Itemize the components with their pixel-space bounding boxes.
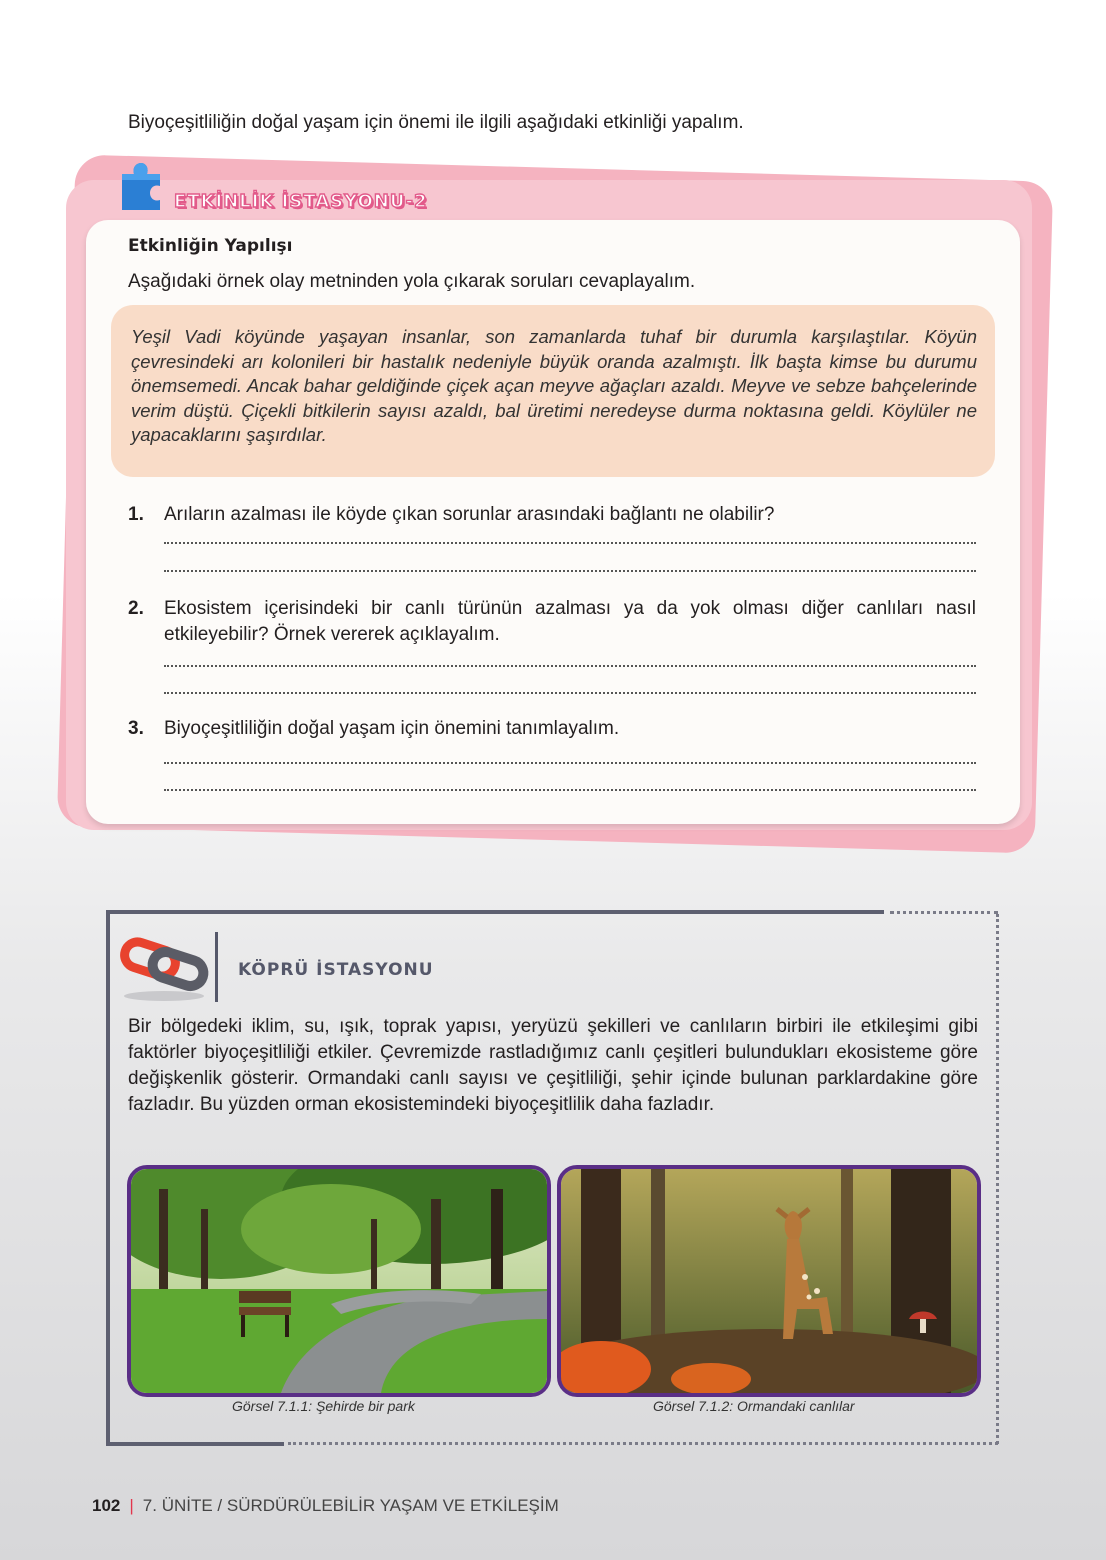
- question-number: 2.: [128, 598, 144, 619]
- bridge-dotted-bottom: [288, 1442, 998, 1445]
- park-photo: [127, 1165, 551, 1397]
- story-box: [111, 305, 995, 477]
- activity-title: ETKİNLİK İSTASYONU-2: [174, 191, 428, 212]
- how-title: Etkinliğin Yapılışı: [128, 236, 293, 256]
- bridge-dotted-right: [996, 914, 999, 1444]
- answer-line[interactable]: [164, 762, 976, 764]
- question-text: Arıların azalması ile köyde çıkan sorunlar arasındaki bağlantı ne olabilir?: [164, 504, 775, 525]
- bridge-text: Bir bölgedeki iklim, su, ışık, toprak yapısı, yeryüzü şekilleri ve canlıların birbiri ile etkileşimi gibi faktörler biyoçeşitliliği etkiler. Çevremizde rastladığımız canlı çeşitleri bulundukları ekosisteme göre değişkenlik gösterir. Ormandaki canlı sayısı ve çeşitliliği, şehir içinde bulunan parklardakine göre fazladır. Bu yüzden orman ekosistemindeki biyoçeşitlilik daha fazladır.: [128, 1016, 978, 1115]
- how-text: Aşağıdaki örnek olay metninden yola çıkarak soruları cevaplayalım.: [128, 271, 696, 292]
- title-divider: [215, 932, 218, 1002]
- puzzle-icon: [118, 160, 164, 212]
- question-number: 3.: [128, 718, 144, 739]
- answer-line[interactable]: [164, 692, 976, 694]
- unit-title: 7. ÜNİTE / SÜRDÜRÜLEBİLİR YAŞAM VE ETKİLEŞİM: [142, 1496, 559, 1515]
- bridge-dotted-top: [890, 911, 998, 914]
- chain-link-icon: [118, 934, 210, 1002]
- footer-separator: |: [129, 1496, 134, 1515]
- footer: [92, 1496, 559, 1516]
- bridge-border-top: [106, 910, 884, 914]
- question-text: Biyoçeşitliliğin doğal yaşam için önemini tanımlayalım.: [164, 718, 620, 739]
- answer-line[interactable]: [164, 665, 976, 667]
- bridge-title: KÖPRÜ İSTASYONU: [238, 960, 434, 980]
- caption-forest: Görsel 7.1.2: Ormandaki canlılar: [653, 1398, 855, 1414]
- answer-line[interactable]: [164, 789, 976, 791]
- question-number: 1.: [128, 504, 144, 525]
- question-text: Ekosistem içerisindeki bir canlı türünün azalması ya da yok olması diğer canlıları nasıl etkileyebilir? Örnek vererek açıklayalım.: [164, 598, 976, 645]
- bridge-border-left: [106, 910, 110, 1446]
- intro-text: Biyoçeşitliliğin doğal yaşam için önemi ile ilgili aşağıdaki etkinliği yapalım.: [128, 112, 744, 133]
- caption-park: Görsel 7.1.1: Şehirde bir park: [232, 1398, 415, 1414]
- answer-line[interactable]: [164, 542, 976, 544]
- story-text: Yeşil Vadi köyünde yaşayan insanlar, son zamanlarda tuhaf bir durumla karşılaştılar. Köyün çevresindeki arı kolonileri bir hastalık nedeniyle büyük oranda azalmıştı. İlk başta kimse bu durumu önemsemedi. Ancak bahar geldiğinde çiçek açan meyve ağaçları azaldı. Meyve ve sebze bahçelerinde verim düştü. Çiçekli bitkilerin sayısı azaldı, bal üretimi neredeyse durma noktasına geldi. Köylüler ne yapacaklarını şaşırdılar.: [131, 326, 977, 445]
- bridge-border-bottom: [106, 1442, 284, 1446]
- answer-line[interactable]: [164, 570, 976, 572]
- forest-photo: [557, 1165, 981, 1397]
- page-number: 102: [92, 1496, 121, 1515]
